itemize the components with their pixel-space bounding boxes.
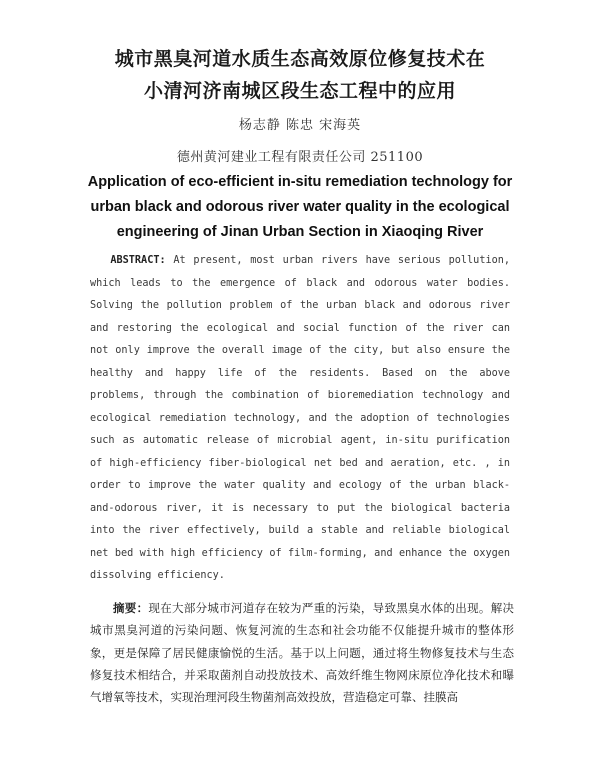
- chinese-title-line-1: 城市黑臭河道水质生态高效原位修复技术在: [114, 48, 486, 70]
- english-abstract: [90, 250, 510, 588]
- chinese-title-line-2: 小清河济南城区段生态工程中的应用: [143, 80, 456, 102]
- english-abstract-text: At present, most urban rivers have serious pollution, which leads to the emergence of black and odorous water bodies. Solving the pollution problem of the urban black and odorous river and restoring the ecological and social function of the river can not only improve the overall image of the city, but also ensure the healthy and happy life of the residents. Based on the above problems, through the combination of bioremediation technology and ecological remediation technology, and the adoption of technologies such as automatic release of microbial agent, in-situ purification of high-efficiency fiber-biological net bed and aeration, etc. , in order to improve the water quality and ecology of the urban black-and-odorous river, it is necessary to put the biological bacteria into the river effectively, build a stable and reliable biological net bed with high efficiency of film-forming, and enhance the oxygen dissolving efficiency.: [90, 255, 510, 581]
- chinese-abstract-label: 摘要：: [113, 601, 149, 615]
- authors: 杨志静 陈忠 宋海英: [238, 118, 362, 133]
- affiliation: 德州黄河建业工程有限责任公司 251100: [176, 150, 424, 165]
- chinese-abstract-text: 现在大部分城市河道存在较为严重的污染，导致黑臭水体的出现。解决城市黑臭河道的污染问题、恢复河流的生态和社会功能不仅能提升城市的整体形象，更是保障了居民健康愉悦的生活。基于以上问题，通过将生物修复技术与生态修复技术相结合，并采取菌剂自动投放技术、高效纤维生物网床原位净化技术和曝气增氧等技术，实现治理河段生物菌剂高效投放，营造稳定可靠、挂膜高: [90, 601, 515, 705]
- english-title-line-2: urban black and odorous river water quality in the ecological: [90, 199, 510, 215]
- english-title-line-3: engineering of Jinan Urban Section in Xiaoqing River: [116, 224, 484, 240]
- chinese-abstract: [90, 597, 514, 708]
- english-title-line-1: Application of eco-efficient in-situ remediation technology for: [87, 174, 513, 190]
- english-abstract-label: ABSTRACT:: [110, 255, 166, 266]
